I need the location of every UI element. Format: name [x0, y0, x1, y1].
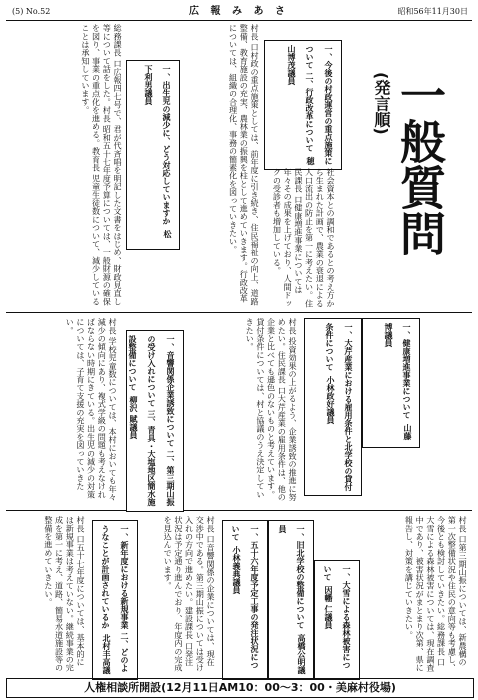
question-box — [126, 330, 184, 512]
question-box — [314, 560, 360, 680]
question-box — [92, 520, 138, 680]
question-text: 一、今後の村政運営の重点施策について 二、行政改革について — [305, 45, 334, 165]
question-text: 一、音響関係企業誘致について 二、第三期山振の受け入れについて 三、青具・大塩地区簡水施設整備について — [128, 335, 176, 506]
issue-date: 昭和56年11月30日 — [397, 7, 468, 16]
questioner-name: 高橋公明議員 — [278, 525, 306, 675]
section-title-sub: (発言順) — [372, 72, 391, 135]
question-box — [362, 318, 420, 448]
question-text: 一、旧北学校の整備について — [296, 525, 306, 629]
body-text-mid-right: 村長 投資効果の上がるよう、企業誘致の推進に努めたい。住民課長 口大芹産業の雇用条件は、他の企業と比べても遜色のないものと考えています。貸付条件については、村と協議のうえ決定していきたい。 — [245, 318, 298, 502]
body-text-low-right: 村長 口第三期山振については、新農構の第一次整備状況や住民の意向等も考慮し、今後とも検討していきたい。総務課長 口大雪による森林被害については、現在調査中であり、被害状況がまとまり次第、県に報告し、対策を講じていきたい。 — [404, 516, 468, 672]
question-text: 一、健康増進事業について — [402, 323, 412, 419]
row-divider — [6, 510, 472, 511]
row-divider — [6, 312, 472, 313]
question-box — [264, 40, 342, 170]
question-box — [126, 60, 180, 250]
newsletter-title: 広 報 み あ さ — [189, 6, 289, 17]
question-box — [304, 318, 362, 496]
page-number: (5) No.52 — [12, 7, 51, 16]
section-title-main: 一般質問 — [393, 72, 447, 256]
page-header — [6, 4, 472, 21]
question-text: 一、新年度における新規事業 二、どのようなことが計画されているか — [101, 525, 130, 672]
body-text-top-mid: 村長 口村政の重点施策としては、前年度に引き続き、住民福祉の向上、道路整備、教育施設の充実、農林業の振興を柱として進めていきます。行政改革については、組織の合理化、事務の簡素化を図っていきたい。 — [228, 24, 260, 306]
question-text: 一、大雪による森林被害について — [323, 565, 352, 669]
body-text-mid-left: 村長 学校児童数については、本村においても年々減少の傾向にあり、複式学級の問題も考えなければならない時期にきている。出生児の減少の対策については、子育て支援の充実を図っていきたい。 — [65, 318, 118, 502]
questioner-name: 北村丰高議 — [102, 634, 111, 675]
question-text: 一、五十六年度予定工事の発注状況について — [231, 525, 260, 669]
questioner-name: 柳沢 賦議員 — [129, 396, 138, 439]
question-text: 一、出生児の減少に、どう対応していますか — [162, 65, 172, 225]
footer-notice: 人権相談所開設(12月11日AM10：00～3：00・美麻村役場) — [6, 678, 474, 698]
question-text: 一、大芹産業における雇用条件と北学校の貸付条件について — [325, 323, 354, 491]
question-box — [268, 520, 314, 680]
body-text-low-mid: 村長 口音響関係の企業については、現在交渉中である。第三期山振については受け入れの方向で進めたい。建設課長 口発注状況は予定通り進んでおり、年度内の完成を見込んでいます。 — [163, 516, 216, 672]
section-title — [368, 72, 448, 272]
questioner-name: 穂山博茂議員 — [287, 45, 315, 165]
body-text-top-left: 総務課長 口広報四七号で、君が代斉唱を明記した文書をはじめ、財政見直し等について話をした。村長 昭和五十七年度予算については、一般財源の確保を図り、事業の重点化を進める。教育長 児童生徒数について、減少していることは承知しています。 — [80, 24, 123, 306]
questioner-name: 因幡 仁議員 — [324, 586, 333, 629]
questioner-name: 山藤博議員 — [384, 323, 412, 441]
body-text-top-right: 社会資本との調和であるとの考え方から生まれた計画で、農業の衰退による人口流出の防止を第一に考えたい。住民課長 口健康増進事業については年々その成果を上げており、人間ドックの受診者も増加している。 — [272, 168, 336, 308]
question-box — [222, 520, 268, 680]
questioner-name: 小林政好議員 — [326, 376, 335, 425]
body-text-low-left: 村長 口五十七年度については、基本的には新規事業は考えていない。継続事業の完成を第一に考え、道路、簡易水道施設等の整備を進めていきたい。 — [43, 516, 86, 672]
questioner-name: 小林義典議員 — [232, 546, 241, 595]
questioner-name: 松下利男議員 — [144, 65, 172, 239]
